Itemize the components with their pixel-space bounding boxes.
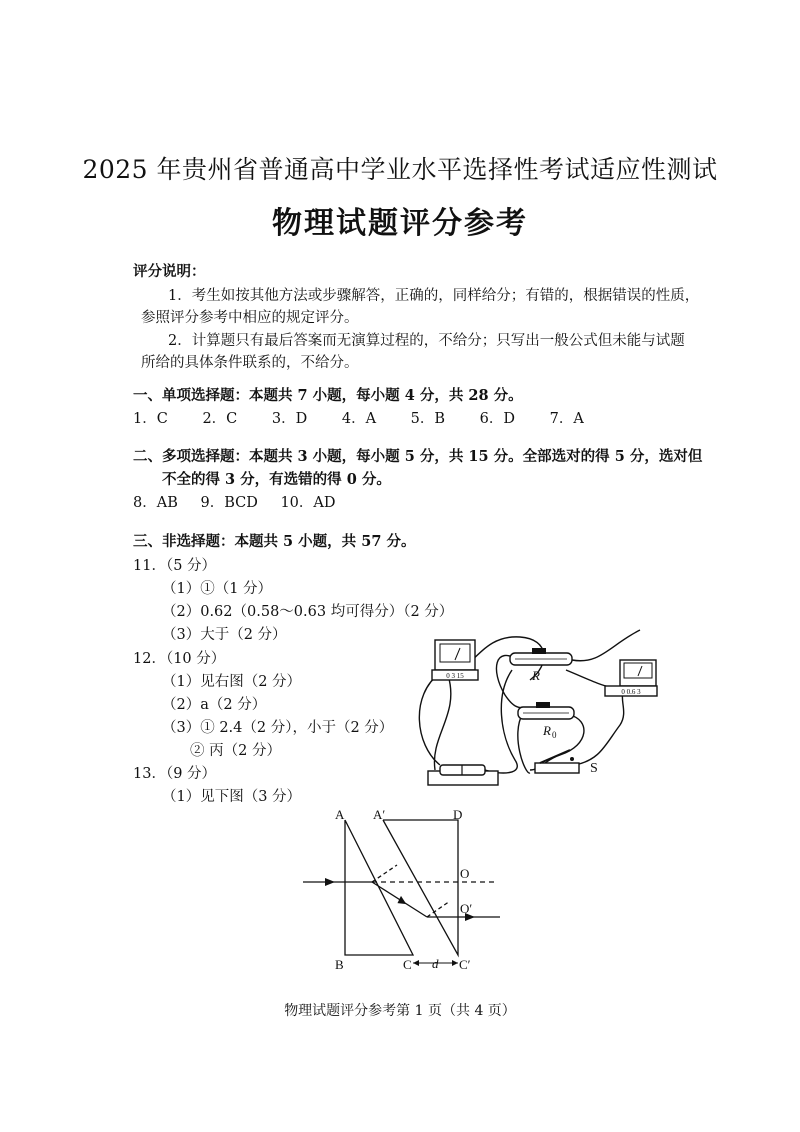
ammeter-icon [605,660,657,696]
wire [485,670,517,773]
switch-icon [535,750,598,776]
label-C-prime: C′ [459,957,471,972]
answer-10: 10．AD [280,495,336,511]
q12-title: 12．（10 分） [133,651,226,667]
voltmeter-scale-label: 0 3 15 [446,672,464,680]
q12-line-3: （3）① 2.4（2 分），小于（2 分） [162,720,394,736]
resistor-label: R [532,668,540,683]
label-C: C [403,957,412,972]
circuit-diagram [400,625,670,790]
wire [566,670,610,687]
section2-answers [133,493,366,513]
note-1-line-1: 1．考生如按其他方法或步骤解答，正确的，同样给分；有错的，根据错误的性质， [168,288,700,304]
q11-line-1: （1）①（1 分） [162,581,273,597]
ammeter-scale-label: 0 0.6 3 [621,688,641,696]
q13-line-1: （1）见下图（3 分） [162,789,302,805]
helper-dashed-line [427,901,450,917]
section2-heading-line-2: 不全的得 3 分，有选错的得 0 分。 [162,471,391,488]
light-path-diagram [295,805,510,980]
prism-right [383,820,458,955]
arrow-icon [397,896,409,908]
section3-heading: 三、非选择题：本题共 5 小题，共 57 分。 [133,533,416,550]
answer-6: 6．D [479,411,516,427]
answer-1: 1．C [133,411,168,427]
helper-dashed-line [372,865,397,882]
battery-icon [428,765,498,785]
rheostat-subscript: 0 [552,730,557,740]
label-A: A [335,807,345,822]
label-d: d [432,956,439,971]
voltmeter-icon [432,640,478,680]
answer-9: 9．BCD [200,495,258,511]
wire [518,713,530,773]
wire [572,630,640,661]
answer-4: 4．A [341,411,377,427]
resistor-icon [510,648,572,683]
wire [434,675,450,770]
answer-7: 7．A [549,411,584,427]
q13-title: 13．（9 分） [133,766,217,782]
rheostat-icon [518,702,574,740]
note-2-line-1: 2．计算题只有最后答案而无演算过程的，不给分；只写出一般公式但未能与试题 [168,333,685,349]
q11-line-3: （3）大于（2 分） [162,627,287,643]
label-O: O [460,866,470,881]
wire [419,673,440,765]
q12-line-1: （1）见右图（2 分） [162,674,302,690]
section1-answers [133,409,614,429]
rheostat-label: R [543,723,551,738]
document-subtitle: 物理试题评分参考 [272,206,528,241]
wire [530,715,584,770]
label-B: B [335,957,344,972]
q12-line-4: ② 丙（2 分） [190,743,281,759]
arrow-icon [413,960,419,966]
exam-title: 2025 年贵州省普通高中学业水平选择性考试适应性测试 [82,155,718,184]
answer-2: 2．C [202,411,238,427]
q11-line-2: （2）0.62（0.58～0.63 均可得分）（2 分） [162,604,454,620]
page-footer: 物理试题评分参考第 1 页（共 4 页） [284,1003,516,1019]
note-2-line-2: 所给的具体条件联系的，不给分。 [141,355,359,371]
section1-heading: 一、单项选择题：本题共 7 小题，每小题 4 分，共 28 分。 [133,387,523,404]
answer-8: 8．AB [133,495,178,511]
answer-5: 5．B [410,411,446,427]
arrow-icon [452,960,458,966]
q11-title: 11．（5 分） [133,558,217,574]
switch-label: S [590,761,598,776]
note-1-line-2: 参照评分参考中相应的规定评分。 [141,310,359,326]
label-D: D [453,807,463,822]
q12-line-2: （2）a（2 分） [162,697,267,713]
answer-3: 3．D [271,411,308,427]
label-A-prime: A′ [373,807,386,822]
prism-left [345,820,413,955]
arrow-icon [325,878,335,886]
section2-heading-line-1: 二、多项选择题：本题共 3 小题，每小题 5 分，共 15 分。全部选对的得 5 分，选对但 [133,448,703,465]
notes-heading: 评分说明： [133,263,206,280]
label-O-prime: O′ [460,901,473,916]
